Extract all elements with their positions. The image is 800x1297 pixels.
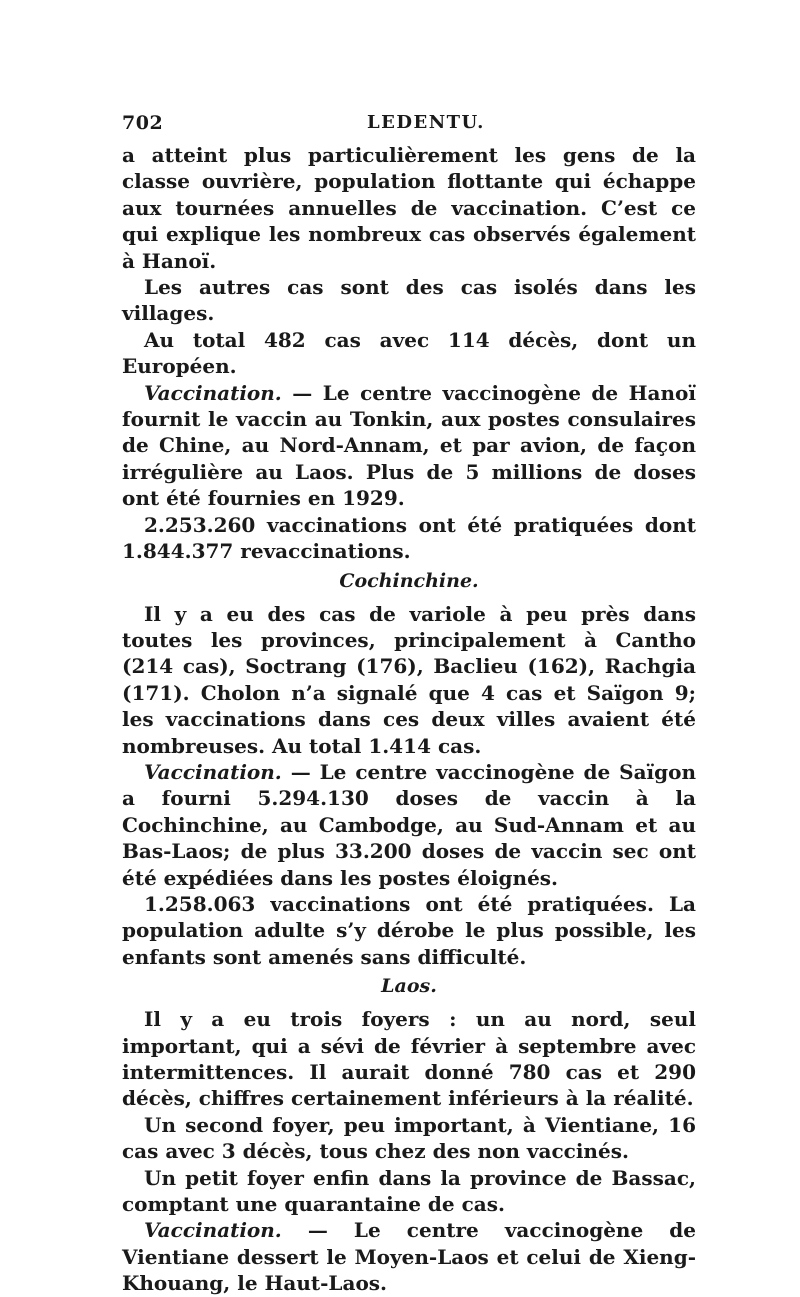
- paragraph-text: — Le centre vaccinogène de Vientiane dessert le Moyen-Laos et celui de Xieng-Khouang, le Haut-Laos.: [122, 1218, 696, 1296]
- paragraph: Un second foyer, peu important, à Vientiane, 16 cas avec 3 décès, tous chez des non vaccinés.: [122, 1112, 696, 1164]
- run-in-heading: Vaccination.: [144, 380, 282, 405]
- paragraph: 1.258.063 vaccinations ont été pratiquées. La population adulte s’y dérobe le plus possible, les enfants sont amenés sans difficulté.: [122, 891, 696, 969]
- running-head: LEDENTU.: [367, 112, 485, 133]
- section-heading-cochinchine: Cochinchine.: [339, 569, 479, 592]
- page-body: [122, 112, 696, 1297]
- run-in-heading: Vaccination.: [144, 1218, 282, 1243]
- paragraph: 2.253.260 vaccinations ont été pratiquées dont 1.844.377 revaccinations.: [122, 512, 696, 564]
- page-header: [122, 112, 696, 134]
- paragraph: Au total 482 cas avec 114 décès, dont un Européen.: [122, 327, 696, 379]
- section-heading-laos: Laos.: [381, 975, 437, 998]
- vaccination-paragraph-cochinchine: [122, 759, 696, 891]
- paragraph: Les autres cas sont des cas isolés dans les villages.: [122, 275, 696, 326]
- paragraph: Il y a eu trois foyers : un au nord, seul important, qui a sévi de février à septembre avec intermittences. Il aurait donné 780 cas et 290 décès, chiffres certainement inférieurs à la réalité.: [122, 1007, 696, 1111]
- paragraph-text: — Le centre vaccinogène de Hanoï fournit le vaccin au Tonkin, aux postes consulaires de Chine, au Nord-Annam, et par avion, de façon irrégulière au Laos. Plus de 5 millions de doses ont été fournies en 1929.: [122, 380, 696, 511]
- vaccination-paragraph-tonkin: [122, 380, 696, 512]
- run-in-heading: Vaccination.: [144, 759, 282, 784]
- page-number: 702: [122, 112, 164, 134]
- vaccination-paragraph-laos: [122, 1217, 696, 1296]
- paragraph: a atteint plus particulièrement les gens de la classe ouvrière, population flottante qui échappe aux tournées annuelles de vaccination. C’est ce qui explique les nombreux cas observés également à Hanoï.: [122, 143, 696, 273]
- paragraph: Un petit foyer enfin dans la province de Bassac, comptant une quarantaine de cas.: [122, 1165, 696, 1217]
- paragraph: Il y a eu des cas de variole à peu près dans toutes les provinces, principalement à Cantho (214 cas), Soctrang (176), Baclieu (162), Rachgia (171). Cholon n’a signalé que 4 cas et Saïgon 9; les vaccinations dans ces deux villes avaient été nombreuses. Au total 1.414 cas.: [122, 601, 696, 758]
- paragraph-text: — Le centre vaccinogène de Saïgon a fourni 5.294.130 doses de vaccin à la Cochinchine, au Cambodge, au Sud-Annam et au Bas-Laos; de plus 33.200 doses de vaccin sec ont été expédiées dans les postes éloignés.: [122, 759, 696, 890]
